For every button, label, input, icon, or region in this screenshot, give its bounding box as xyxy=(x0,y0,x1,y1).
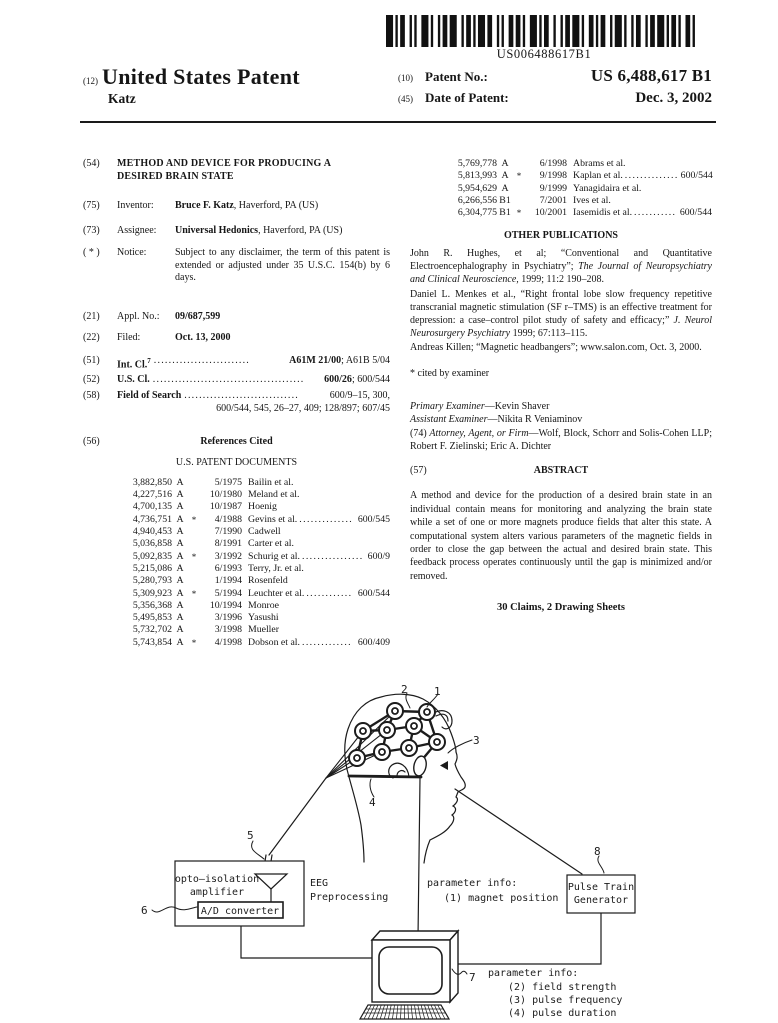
patent-row xyxy=(410,195,712,207)
barcode-bar xyxy=(539,15,541,47)
patent-kind-code: A xyxy=(176,612,184,624)
patent-row xyxy=(83,501,390,513)
electrode-icon xyxy=(355,723,371,739)
electrode-mesh xyxy=(326,703,445,778)
barcode-bar xyxy=(624,15,626,47)
journal-title: The Journal of Neuropsychiatry and Clinical Neuroscience, xyxy=(410,261,712,286)
barcode-bar xyxy=(530,15,537,47)
barcode-bar xyxy=(438,15,440,47)
neck-outline xyxy=(349,777,364,862)
cited-by-examiner-star xyxy=(188,501,200,513)
us-cl-value: 600/26 xyxy=(324,374,352,386)
barcode-bar xyxy=(601,15,606,47)
application-number: 09/687,599 xyxy=(175,310,221,322)
patent-kind-code: A xyxy=(176,562,184,574)
patent-kind-code: A xyxy=(176,587,184,599)
search-classes: 600/544, 545, 26–27, 409; 128/897; 607/45 xyxy=(216,403,390,415)
publication-item xyxy=(410,288,712,341)
patent-no-tag: (10) xyxy=(398,73,413,83)
barcode-bar xyxy=(400,15,405,47)
patent-row xyxy=(83,588,390,600)
barcode-bar xyxy=(395,15,397,47)
patent-date: 3/1996 xyxy=(214,612,242,624)
date-tag: (45) xyxy=(398,94,413,104)
barcode-bar xyxy=(615,15,622,47)
barcode-bar xyxy=(544,15,549,47)
cited-by-examiner-star xyxy=(513,183,525,195)
patent-number: US 6,488,617 B1 xyxy=(590,66,712,85)
field-appl-no: (21) Appl. No.: 09/687,599 xyxy=(83,311,390,324)
publication-item xyxy=(410,247,712,287)
magnet-coil xyxy=(412,755,428,777)
patent-number: 6,304,775 xyxy=(457,207,497,219)
barcode-bar xyxy=(443,15,448,47)
patent-number: 5,732,702 xyxy=(132,624,172,636)
face-outline xyxy=(424,752,465,863)
barcode-bar xyxy=(386,15,393,47)
header-right xyxy=(398,66,712,111)
patent-citation xyxy=(248,612,390,624)
kind-code-tag: (12) xyxy=(83,76,98,86)
barcode-bar xyxy=(450,15,457,47)
patent-row xyxy=(83,526,390,538)
barcode-bar xyxy=(502,15,504,47)
patent-number: 5,495,853 xyxy=(132,612,172,624)
patent-kind-code: B1 xyxy=(499,194,511,206)
barcode-bar xyxy=(431,15,433,47)
patent-date: 5/1975 xyxy=(214,476,242,488)
dots-leader: .............. xyxy=(299,513,354,525)
headband xyxy=(349,776,421,777)
electrode-icon xyxy=(379,722,395,738)
patent-kind-code: A xyxy=(176,526,184,538)
patentee-name: Mueller xyxy=(248,624,280,636)
patent-kind-code: A xyxy=(176,489,184,501)
cited-by-examiner-star: * xyxy=(191,551,197,562)
amp-label-line2: amplifier xyxy=(189,887,245,898)
publication-text: John R. Hughes, et al; “Conventional and Quantitative Electroencephalography in Psychiatry”; xyxy=(410,247,712,273)
dots-leader: ................ xyxy=(301,550,364,562)
ref-label-3: 3 xyxy=(473,734,480,747)
journal-title: J. Neurol Neurosurgery Psychiatry xyxy=(410,315,712,340)
param-pulse-line4: (4) pulse duration xyxy=(508,1008,617,1019)
patent-number: 5,036,858 xyxy=(132,538,172,550)
patentee-name: Abrams et al. xyxy=(573,158,626,169)
patent-citation xyxy=(248,551,390,563)
eeg-label-line2: Preprocessing xyxy=(310,892,389,903)
patent-kind-code: B1 xyxy=(499,207,511,219)
cited-by-examiner-star xyxy=(188,538,200,550)
patent-kind-code: A xyxy=(176,624,184,636)
patent-citation xyxy=(573,207,712,219)
cited-by-examiner-star xyxy=(188,600,200,612)
filing-date: Oct. 13, 2000 xyxy=(175,332,231,343)
field-title: (54) METHOD AND DEVICE FOR PRODUCING A DESIRED BRAIN STATE xyxy=(83,158,390,183)
cited-by-examiner-star xyxy=(513,195,525,207)
cited-by-examiner-star: * xyxy=(191,588,197,599)
patent-kind-code: A xyxy=(501,170,509,182)
examiner-block xyxy=(410,400,712,453)
patent-date: 10/1980 xyxy=(209,489,242,501)
patent-number: 4,736,751 xyxy=(132,513,172,525)
barcode-bar xyxy=(523,15,525,47)
dots-leader: .............. xyxy=(624,170,679,182)
ref-label-5: 5 xyxy=(247,829,254,842)
barcode-bar xyxy=(461,15,463,47)
patentee-name: Terry, Jr. et al. xyxy=(248,562,304,574)
param-magnet-line2: (1) magnet position xyxy=(444,893,559,904)
patentee-name: Bailin et al. xyxy=(248,476,294,488)
cited-by-examiner-star xyxy=(513,158,525,170)
cited-by-examiner-star xyxy=(188,526,200,538)
ptg-label-line2: Generator xyxy=(573,895,629,906)
electrode-icon xyxy=(349,750,365,766)
patent-row xyxy=(410,207,712,219)
patent-date: 7/2001 xyxy=(539,194,567,206)
field-notice: ( * ) Notice: Subject to any disclaimer, the term of this patent is extended or adjusted under 35 U.S.C. 154(b) by 6 days. xyxy=(83,247,390,283)
ref-label-4: 4 xyxy=(369,796,376,809)
amp-label-line1: opto–isolation xyxy=(174,874,260,885)
cited-by-examiner-star xyxy=(188,575,200,587)
patent-row xyxy=(83,489,390,501)
patent-date: 10/1987 xyxy=(209,501,242,513)
ptg-label-line1: Pulse Train xyxy=(567,882,635,893)
left-column xyxy=(83,152,390,649)
cited-by-examiner-star xyxy=(188,477,200,489)
patent-row xyxy=(83,551,390,563)
patent-date: 9/1998 xyxy=(539,170,567,182)
references-heading: (56) References Cited xyxy=(83,435,273,447)
patent-citation xyxy=(248,600,390,612)
patentee-name: Kaplan et al. xyxy=(573,170,623,182)
barcode-bar xyxy=(509,15,514,47)
attorney-agent-firm: (74) Attorney, Agent, or Firm—Wolf, Block, Schorr and Solis-Cohen LLP; Robert F. Zielinski; Eric A. Dichter xyxy=(410,427,712,452)
patent-citation xyxy=(248,588,390,600)
ref-label-8: 8 xyxy=(594,845,601,858)
cited-by-examiner-star xyxy=(188,489,200,501)
patent-date: 3/1998 xyxy=(214,624,242,636)
patent-no-label: Patent No.: xyxy=(425,69,488,84)
patent-date: 9/1999 xyxy=(539,182,567,194)
patent-number: 5,280,793 xyxy=(132,575,172,587)
assignee-name: Universal Hedonics xyxy=(175,224,259,236)
us-patent-documents-heading: U.S. PATENT DOCUMENTS xyxy=(175,457,298,469)
cited-by-examiner-star: * xyxy=(191,514,197,525)
patent-number: 5,769,778 xyxy=(457,158,497,169)
barcode-bar xyxy=(497,15,499,47)
electrode-icon xyxy=(406,718,422,734)
patent-row xyxy=(83,563,390,575)
patentee-name: Cadwell xyxy=(248,526,281,538)
other-publications-heading: OTHER PUBLICATIONS xyxy=(503,230,618,242)
int-cl-value: A61M 21/00 xyxy=(289,354,342,366)
patentee-name: Iasemidis et al. xyxy=(573,207,633,219)
patentee-name: Dobson et al. xyxy=(248,636,300,648)
barcode-bar xyxy=(645,15,647,47)
patent-citation xyxy=(573,158,712,170)
barcode-bar xyxy=(553,15,555,47)
inventor-name: Bruce F. Katz xyxy=(175,200,234,211)
right-column xyxy=(410,152,712,649)
patentee-name: Gevins et al. xyxy=(248,513,298,525)
ad-converter-label: A/D converter xyxy=(200,906,280,917)
us-patent-list-right xyxy=(410,158,712,219)
patent-kind-code: A xyxy=(176,513,184,525)
patent-kind-code: A xyxy=(176,550,184,562)
field-us-cl: (52) U.S. Cl. ......................................... 600/26; 600/544 xyxy=(83,374,390,386)
patent-number: 5,743,854 xyxy=(132,636,172,648)
patent-date: 4/1988 xyxy=(214,513,242,525)
patent-date: 7/1990 xyxy=(214,526,242,538)
notice-text: Subject to any disclaimer, the term of this patent is extended or adjusted under 35 U.S.C. 154(b) by 6 days. xyxy=(175,247,390,283)
electrode-icon xyxy=(401,740,417,756)
patent-number: 5,309,923 xyxy=(132,587,172,599)
patentee-name: Schurig et al. xyxy=(248,550,300,562)
barcode-bar xyxy=(693,15,695,47)
claims-line: 30 Claims, 2 Drawing Sheets xyxy=(496,602,626,614)
bibliographic-columns xyxy=(83,152,712,649)
electrode-icon xyxy=(387,703,403,719)
param-pulse-line3: (3) pulse frequency xyxy=(508,995,623,1006)
publication-text: Andreas Killen; “Magnetic headbangers”; www.salon.com, Oct. 3, 2000. xyxy=(410,342,702,354)
dots-leader: ............ xyxy=(306,587,353,599)
head-profile xyxy=(345,694,466,863)
barcode-bar xyxy=(610,15,612,47)
invention-title: METHOD AND DEVICE FOR PRODUCING A DESIRED BRAIN STATE xyxy=(117,158,331,182)
patent-number: 4,700,135 xyxy=(132,501,172,513)
pulse-train-generator-box xyxy=(567,875,635,913)
classification: 600/409 xyxy=(357,636,390,648)
patent-number: 4,940,453 xyxy=(132,526,172,538)
patent-kind-code: A xyxy=(176,538,184,550)
patent-number: 5,813,993 xyxy=(457,170,497,182)
patent-number: 6,266,556 xyxy=(457,194,497,206)
patent-citation xyxy=(248,501,390,513)
electrode-icon xyxy=(429,734,445,750)
patent-row xyxy=(410,170,712,182)
barcode-bar xyxy=(631,15,633,47)
cited-by-examiner-star: * xyxy=(516,208,522,219)
patent-date: Dec. 3, 2002 xyxy=(635,90,712,106)
publication-text: Daniel L. Menkes et al., “Right frontal lobe slow frequency repetitive transcranial magnetic stimulation (SF r–TMS) is an effective treatment for depression: a case–control pilot study of safety and efficacy;” xyxy=(410,288,712,326)
ref-label-6: 6 xyxy=(141,904,148,917)
classification: 600/545 xyxy=(357,513,390,525)
param-pulse-line2: (2) field strength xyxy=(508,982,617,993)
patent-row xyxy=(83,612,390,624)
header-rule xyxy=(80,121,716,123)
param-magnet-line1: parameter info: xyxy=(427,878,518,889)
primary-examiner: Primary Examiner—Kevin Shaver xyxy=(410,401,550,413)
patent-date: 6/1993 xyxy=(214,562,242,574)
patent-row xyxy=(83,538,390,550)
patent-kind-code: A xyxy=(176,575,184,587)
patent-date: 10/2001 xyxy=(534,207,567,219)
patent-kind-code: A xyxy=(176,636,184,648)
barcode-bar xyxy=(487,15,492,47)
barcode-bar xyxy=(589,15,594,47)
patentee-name: Leuchter et al. xyxy=(248,587,305,599)
patent-number: 3,882,850 xyxy=(132,476,172,488)
patent-number: 4,227,516 xyxy=(132,489,172,501)
publication-text: 1999; 67:113–115. xyxy=(510,328,588,340)
barcode-bar xyxy=(561,15,563,47)
field-filed: (22) Filed: Oct. 13, 2000 xyxy=(83,332,390,345)
field-int-cl: (51) Int. Cl.$^7$ .......................... A61M 21/00; A61B 5/04 xyxy=(83,354,390,370)
barcode-bar xyxy=(414,15,416,47)
patent-row xyxy=(410,183,712,195)
patentee-name: Rosenfeld xyxy=(248,575,288,587)
patent-number: 5,954,629 xyxy=(457,182,497,194)
document-title: United States Patent xyxy=(102,64,300,89)
patent-citation xyxy=(248,624,390,636)
barcode-bar xyxy=(421,15,428,47)
patent-citation xyxy=(248,575,390,587)
patentee-name: Carter et al. xyxy=(248,538,294,550)
patentee-name: Ives et al. xyxy=(573,194,611,206)
abstract-text: A method and device for the production of a desired brain state in an individual contain means for monitoring and analyzing the brain state while a set of one or more magnets produce fields that alter this state. A computational system alters various parameters of the magnetic fields in order to close the gap between the actual and desired brain state. This feedback process operates continuously until the gap is minimized and/or removed. xyxy=(410,490,712,582)
assistant-examiner: Assistant Examiner—Nikita R Veniaminov xyxy=(410,414,583,426)
cited-by-examiner-star: * xyxy=(516,171,522,182)
cited-by-examiner: * cited by examiner xyxy=(410,367,490,379)
date-label: Date of Patent: xyxy=(425,90,509,105)
patent-citation xyxy=(573,195,712,207)
barcode-bar xyxy=(671,15,676,47)
classification: 600/544 xyxy=(680,170,713,182)
barcode-bar xyxy=(685,15,690,47)
patent-citation xyxy=(248,538,390,550)
field-assignee: (73) Assignee: Universal Hedonics, Haverford, PA (US) xyxy=(83,224,343,236)
patent-date: 6/1998 xyxy=(539,158,567,169)
patent-citation xyxy=(248,526,390,538)
patentee-name: Monroe xyxy=(248,599,280,611)
patentee-name: Meland et al. xyxy=(248,489,300,501)
patent-date: 3/1992 xyxy=(214,550,242,562)
ref-label-1: 1 xyxy=(434,685,441,698)
patent-kind-code: A xyxy=(176,501,184,513)
publication-text: 1999; 11:2 190–208. xyxy=(518,274,604,286)
label-leaders xyxy=(152,693,604,974)
patent-row xyxy=(83,477,390,489)
eeg-label-line1: EEG xyxy=(310,878,329,889)
barcode-bar xyxy=(636,15,641,47)
param-pulse-line1: parameter info: xyxy=(488,968,579,979)
dots-leader: ........... xyxy=(634,207,677,219)
patent-number: 5,092,835 xyxy=(132,550,172,562)
patent-date: 1/1994 xyxy=(214,575,242,587)
patent-kind-code: A xyxy=(176,476,184,488)
patent-citation xyxy=(248,477,390,489)
barcode-bar xyxy=(565,15,570,47)
abstract-heading: (57) ABSTRACT xyxy=(410,464,589,476)
cited-by-examiner-star: * xyxy=(191,637,197,648)
barcode-bar xyxy=(667,15,669,47)
patent-kind-code: A xyxy=(501,182,509,194)
patent-row xyxy=(83,637,390,649)
patent-date: 10/1994 xyxy=(209,599,242,611)
patent-kind-code: A xyxy=(501,158,509,169)
figure-1-diagram xyxy=(0,650,778,1023)
barcode-bar xyxy=(410,15,412,47)
computer-icon xyxy=(360,931,458,1019)
eye-icon xyxy=(440,761,448,770)
classification: 600/544 xyxy=(679,207,712,219)
barcode-bar xyxy=(473,15,475,47)
patent-citation xyxy=(248,563,390,575)
ref-label-7: 7 xyxy=(469,971,476,984)
publications-list xyxy=(410,247,712,355)
field-inventor: (75) Inventor: Bruce F. Katz, Haverford, PA (US) xyxy=(83,200,319,211)
us-patent-list-left xyxy=(83,477,390,649)
patent-row xyxy=(410,158,712,170)
barcode-bar xyxy=(516,15,521,47)
barcode-bar xyxy=(582,15,584,47)
barcode-bar xyxy=(572,15,579,47)
inventor-surname: Katz xyxy=(108,91,136,106)
patent-date: 8/1991 xyxy=(214,538,242,550)
patent-citation xyxy=(573,183,712,195)
cited-by-examiner-star xyxy=(188,612,200,624)
barcode-bar xyxy=(657,15,664,47)
barcode-bar xyxy=(478,15,485,47)
cited-by-examiner-star xyxy=(188,624,200,636)
dots-leader: ............. xyxy=(301,636,353,648)
cited-by-examiner-star xyxy=(188,563,200,575)
electrode-icon xyxy=(374,744,390,760)
barcode xyxy=(386,15,702,47)
patent-citation xyxy=(248,514,390,526)
patentee-name: Yasushi xyxy=(248,612,279,624)
barcode-bar xyxy=(678,15,680,47)
barcode-number: US006488617B1 xyxy=(496,47,592,61)
patent-date: 4/1998 xyxy=(214,636,242,648)
patent-row xyxy=(83,514,390,526)
patent-number: 5,356,368 xyxy=(132,599,172,611)
patent-row xyxy=(83,624,390,636)
classification: 600/9 xyxy=(367,550,390,562)
header-left xyxy=(83,64,383,107)
patent-date: 5/1994 xyxy=(214,587,242,599)
patent-citation xyxy=(573,170,713,182)
publication-item xyxy=(410,341,712,354)
classification: 600/544 xyxy=(357,587,390,599)
patentee-name: Hoenig xyxy=(248,501,277,513)
barcode-bar xyxy=(596,15,598,47)
keyboard-icon xyxy=(360,1005,449,1019)
patent-row xyxy=(83,600,390,612)
patent-citation xyxy=(248,637,390,649)
ref-label-2: 2 xyxy=(401,683,408,696)
barcode-bar xyxy=(650,15,655,47)
patent-number: 5,215,086 xyxy=(132,562,172,574)
patent-kind-code: A xyxy=(176,599,184,611)
patent-row xyxy=(83,575,390,587)
patentee-name: Yanagidaira et al. xyxy=(573,182,642,194)
field-search: (58) Field of Search ............................... 600/9–15, 300, 600/544, 545, 26–27, 409; 128/897; 607/45 xyxy=(83,389,390,415)
barcode-bar xyxy=(466,15,471,47)
patent-citation xyxy=(248,489,390,501)
